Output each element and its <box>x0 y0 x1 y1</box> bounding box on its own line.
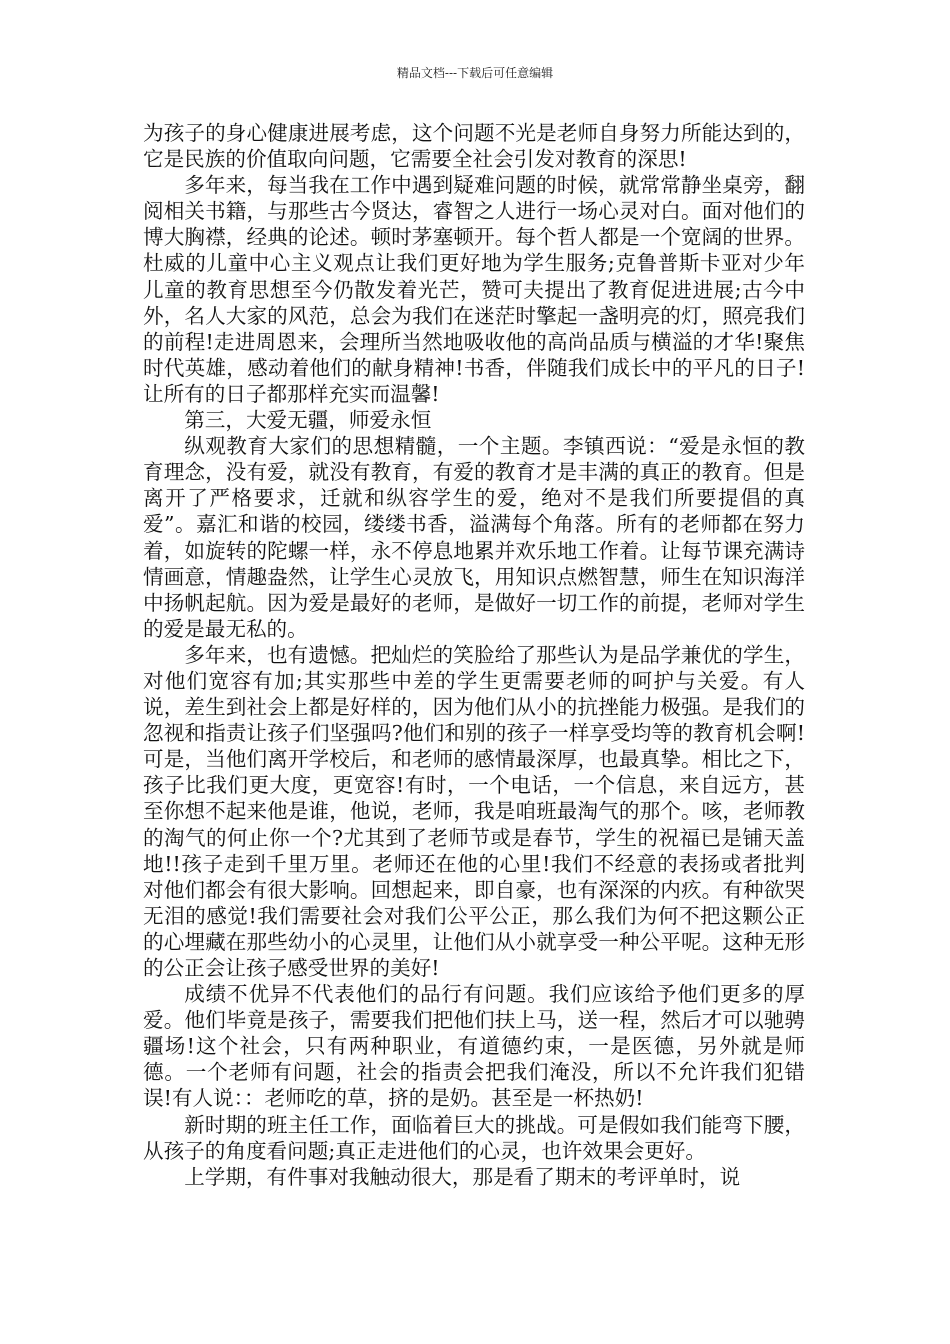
document-body <box>143 120 805 1190</box>
paragraph-2: 多年来，每当我在工作中遇到疑难问题的时候，就常常静坐桌旁，翻阅相关书籍，与那些古今贤达，睿智之人进行一场心灵对白。面对他们的博大胸襟，经典的论述。顿时茅塞顿开。每个哲人都是一个宽阔的世界。杜威的儿童中心主义观点让我们更好地为学生服务;克鲁普斯卡亚对少年儿童的教育思想至今仍散发着光芒，赞可夫提出了教育促进进展;古今中外，名人大家的风范，总会为我们在迷茫时擎起一盏明亮的灯，照亮我们的前程!走进周恩来，会理所当然地吸收他的高尚品质与横溢的才华!聚焦时代英雄，感动着他们的献身精神!书香，伴随我们成长中的平凡的日子!让所有的日子都那样充实而温馨! <box>143 173 805 406</box>
section-heading: 第三，大爱无疆，师爱永恒 <box>184 408 432 433</box>
paragraph-5: 成绩不优异不代表他们的品行有问题。我们应该给予他们更多的厚爱。他们毕竟是孩子，需要我们把他们扶上马，送一程，然后才可以驰骋疆场!这个社会，只有两种职业，有道德约束，一是医德，另外就是师德。一个老师有问题，社会的指责会把我们淹没，所以不允许我们犯错误!有人说：：老师吃的草，挤的是奶。甚至是一杯热奶! <box>143 982 805 1111</box>
page-header: 精品文档---下载后可任意编辑 <box>396 66 554 80</box>
paragraph-1: 为孩子的身心健康进展考虑，这个问题不光是老师自身努力所能达到的，它是民族的价值取向问题，它需要全社会引发对教育的深思! <box>143 121 805 172</box>
paragraph-7: 上学期，有件事对我触动很大，那是看了期末的考评单时，说 <box>184 1164 741 1189</box>
paragraph-4: 多年来，也有遗憾。把灿烂的笑脸给了那些认为是品学兼优的学生，对他们宽容有加;其实那些中差的学生更需要老师的呵护与关爱。有人说，差生到社会上都是好样的，因为他们从小的抗挫能力极强。是我们的忽视和指责让孩子们坚强吗?他们和别的孩子一样享受均等的教育机会啊!可是，当他们离开学校后，和老师的感情最深厚，也最真挚。相比之下，孩子比我们更大度，更宽容!有时，一个电话，一个信息，来自远方，甚至你想不起来他是谁，他说，老师，我是咱班最淘气的那个。咳，老师教的淘气的何止你一个?尤其到了老师节或是春节，学生的祝福已是铺天盖地!!孩子走到千里万里。老师还在他的心里!我们不经意的表扬或者批判对他们都会有很大影响。回想起来，即自豪，也有深深的内疚。有种欲哭无泪的感觉!我们需要社会对我们公平公正，那么我们为何不把这颗公正的心埋藏在那些幼小的心灵里，让他们从小就享受一种公平呢。这种无形的公正会让孩子感受世界的美好! <box>143 642 805 980</box>
paragraph-3: 纵观教育大家们的思想精髓，一个主题。李镇西说：“爱是永恒的教育理念，没有爱，就没有教育，有爱的教育才是丰满的真正的教育。但是离开了严格要求，迁就和纵容学生的爱，绝对不是我们所要提倡的真爱”。嘉汇和谐的校园，缕缕书香，溢满每个角落。所有的老师都在努力着，如旋转的陀螺一样，永不停息地累并欢乐地工作着。让每节课充满诗情画意，情趣盎然，让学生心灵放飞，用知识点燃智慧，师生在知识海洋中扬帆起航。因为爱是最好的老师，是做好一切工作的前提，老师对学生的爱是最无私的。 <box>143 434 805 641</box>
paragraph-6: 新时期的班主任工作，面临着巨大的挑战。可是假如我们能弯下腰，从孩子的角度看问题;真正走进他们的心灵，也许效果会更好。 <box>143 1112 805 1163</box>
